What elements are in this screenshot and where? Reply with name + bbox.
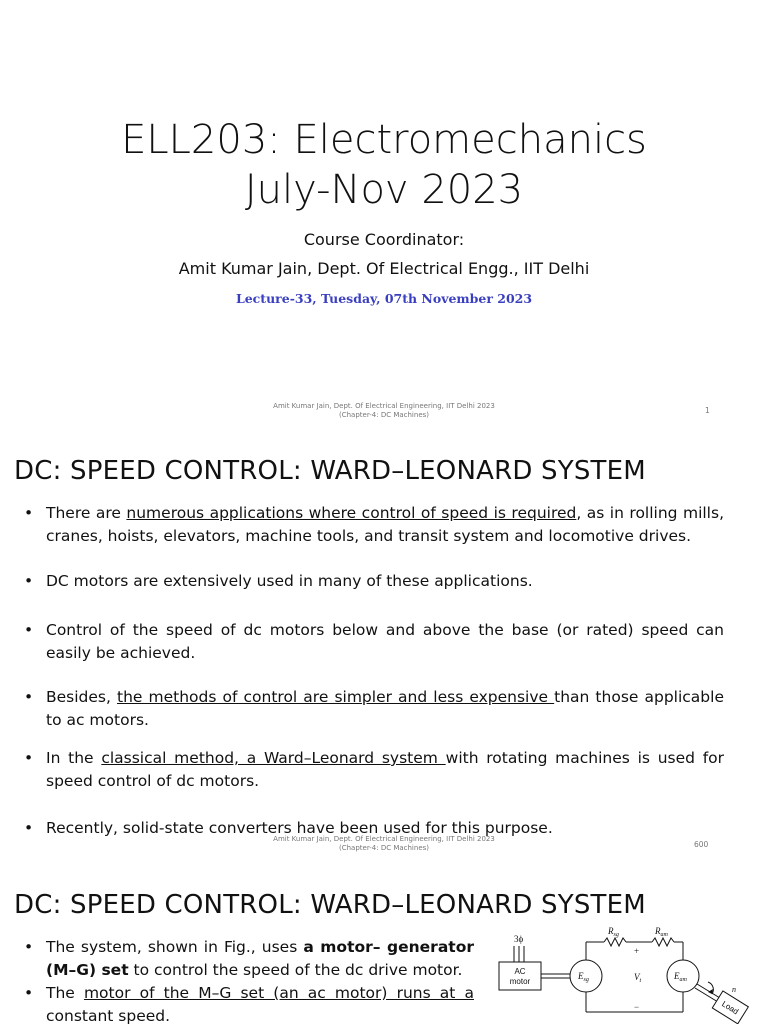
list-item: • Besides, the methods of control are simpler and less expensive than those applicable to ac motors. <box>24 688 724 729</box>
slide-heading: DC: SPEED CONTROL: WARD–LEONARD SYSTEM <box>14 890 646 920</box>
list-item: • Recently, solid-state converters have been used for this purpose. <box>24 819 553 837</box>
speed-label: n <box>732 985 736 994</box>
ac-motor-label: AC <box>514 967 526 976</box>
motor-emf: $E_{am}$ <box>674 971 687 983</box>
underlined-text: motor of the M–G set (an ac motor) runs at a <box>83 984 474 1002</box>
footer-author: Amit Kumar Jain, Dept. Of Electrical Engineering, IIT Delhi 2023 <box>273 402 495 410</box>
generator-emf: $E_{sg}$ <box>578 971 589 983</box>
list-item: • In the classical method, a Ward–Leonard system with rotating machines is used for speed control of dc motors. <box>24 749 725 790</box>
ac-motor-label: motor <box>509 977 531 986</box>
ward-leonard-slide <box>0 862 768 1024</box>
generator-circle <box>570 960 602 992</box>
slide-heading: DC: SPEED CONTROL: WARD–LEONARD SYSTEM <box>14 456 646 486</box>
underlined-text: classical method, a Ward–Leonard system <box>101 749 446 767</box>
list-item: • The motor of the M–G set (an ac motor) runs at a constant speed. <box>24 984 474 1025</box>
supply-label: 3ϕ <box>514 934 524 944</box>
course-title: ELL203: Electromechanics <box>121 117 647 163</box>
course-term: July-Nov 2023 <box>244 167 524 213</box>
lecture-info: Lecture-33, Tuesday, 07th November 2023 <box>235 291 533 306</box>
page-number: 1 <box>705 406 710 415</box>
list-item: • DC motors are extensively used in many of these applications. <box>24 572 533 590</box>
coordinator-label: Course Coordinator: <box>303 230 465 249</box>
plus-sign: + <box>634 946 640 956</box>
footer-author: Amit Kumar Jain, Dept. Of Electrical Engineering, IIT Delhi 2023 <box>273 835 495 843</box>
slide-footer <box>0 835 768 853</box>
resistor-am-label: $R_{am}$ <box>655 926 668 938</box>
coordinator-name: Amit Kumar Jain, Dept. Of Electrical Engg., IIT Delhi <box>178 259 590 278</box>
underlined-text: the methods of control are simpler and less expensive <box>117 688 555 706</box>
minus-sign: − <box>634 1002 640 1012</box>
list-item: • The system, shown in Fig., uses a motor– generator (M–G) set to control the speed of the dc drive motor. <box>24 938 474 979</box>
speed-control-slide <box>0 432 768 862</box>
slide-footer <box>0 402 768 420</box>
footer-chapter: (Chapter-4: DC Machines) <box>338 844 429 852</box>
resistor-sg-label: $R_{sg}$ <box>608 926 619 938</box>
page-number: 600 <box>694 840 709 849</box>
load-label: Load <box>720 999 740 1017</box>
bold-text: a motor– generator (M–G) set <box>46 938 474 979</box>
terminal-voltage: $V_t$ <box>634 972 642 984</box>
title-slide <box>0 0 768 432</box>
list-item: • There are numerous applications where control of speed is required, as in rolling mills, cranes, hoists, elevators, machine tools, and transit system and locomotive drives. <box>24 504 724 545</box>
list-item: • Control of the speed of dc motors below and above the base (or rated) speed can easily be achieved. <box>24 621 724 662</box>
underlined-text: numerous applications where control of speed is required <box>126 504 577 522</box>
load-box <box>712 991 748 1024</box>
dc-motor-circle <box>667 960 699 992</box>
footer-chapter: (Chapter-4: DC Machines) <box>338 411 429 419</box>
ward-leonard-diagram <box>494 926 768 1024</box>
